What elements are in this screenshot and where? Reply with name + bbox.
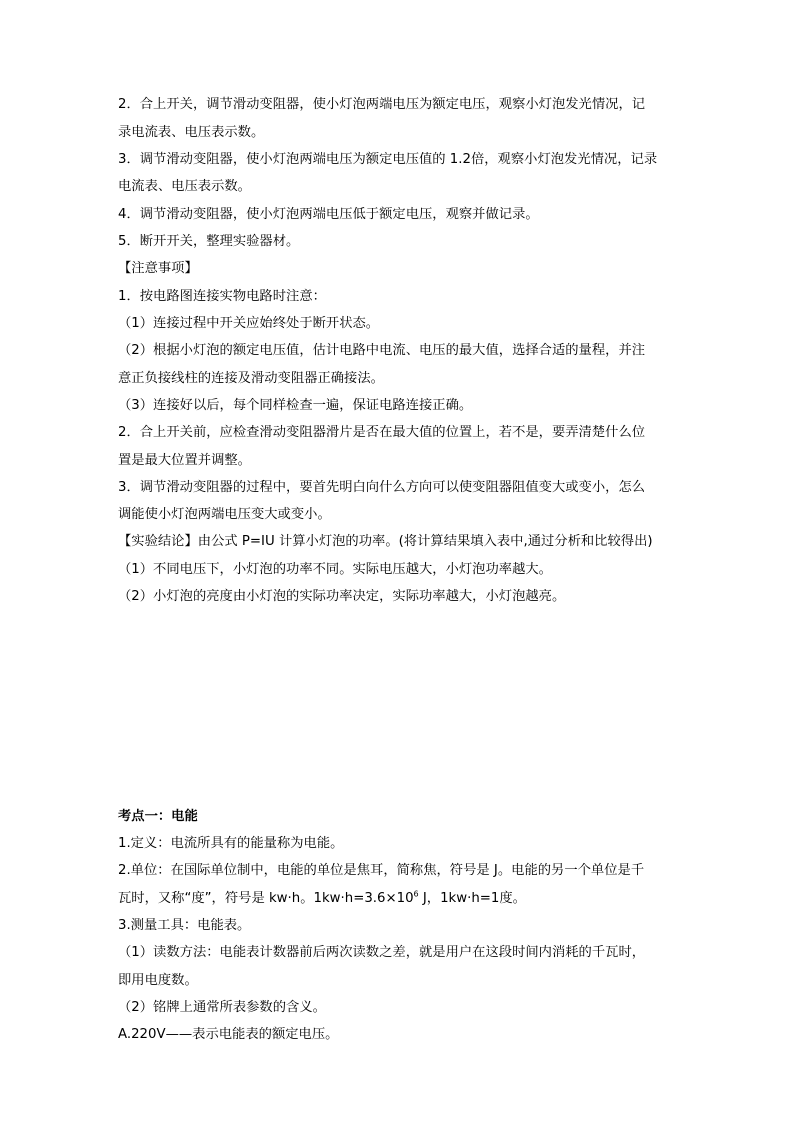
paragraph-line: 2．合上开关前，应检查滑动变阻器滑片是否在最大值的位置上，若不是，要弄清楚什么位 xyxy=(118,425,646,440)
formula-text: 瓦时，又称“度”，符号是 kw·h。1kw·h=3.6×10 xyxy=(118,891,414,906)
paragraph-line: 1．按电路图连接实物电路时注意： xyxy=(118,289,326,304)
paragraph-line: 2．合上开关，调节滑动变阻器，使小灯泡两端电压为额定电压，观察小灯泡发光情况，记 xyxy=(118,97,646,112)
paragraph-line: （2）铭牌上通常所表参数的含义。 xyxy=(118,1000,326,1015)
topic-heading: 考点一：电能 xyxy=(118,809,198,824)
paragraph-line: 即用电度数。 xyxy=(118,973,198,988)
paragraph-line: 调能使小灯泡两端电压变大或变小。 xyxy=(118,507,331,522)
paragraph-line: A.220V——表示电能表的额定电压。 xyxy=(118,1027,339,1042)
paragraph-line: 1.定义：电流所具有的能量称为电能。 xyxy=(118,836,344,851)
section-title-conclusion: 【实验结论】由公式 P=IU 计算小灯泡的功率。(将计算结果填入表中,通过分析和比较得出) xyxy=(118,534,653,549)
paragraph-line: 录电流表、电压表示数。 xyxy=(118,125,265,140)
formula-exponent: 6 xyxy=(413,889,419,899)
section-title-notes: 【注意事项】 xyxy=(118,261,198,276)
paragraph-line: （1）读数方法：电能表计数器前后两次读数之差，就是用户在这段时间内消耗的千瓦时， xyxy=(118,945,646,960)
paragraph-line: 4．调节滑动变阻器，使小灯泡两端电压低于额定电压，观察并做记录。 xyxy=(118,207,539,222)
paragraph-line: 意正负接线柱的连接及滑动变阻器正确接法。 xyxy=(118,371,384,386)
paragraph-line: 3．调节滑动变阻器的过程中，要首先明白向什么方向可以使变阻器阻值变大或变小，怎么 xyxy=(118,480,646,495)
paragraph-line: 置是最大位置并调整。 xyxy=(118,453,251,468)
paragraph-line: 5．断开开关，整理实验器材。 xyxy=(118,234,300,249)
paragraph-line: （1）不同电压下，小灯泡的功率不同。实际电压越大，小灯泡功率越大。 xyxy=(118,562,552,577)
paragraph-line: 3.测量工具：电能表。 xyxy=(118,918,251,933)
paragraph-line: （1）连接过程中开关应始终处于断开状态。 xyxy=(118,316,380,331)
paragraph-line: （3）连接好以后，每个同样检查一遍，保证电路连接正确。 xyxy=(118,398,473,413)
formula-text-end: J，1kw·h=1度。 xyxy=(418,891,526,906)
paragraph-line-formula xyxy=(118,890,678,908)
paragraph-line: 3．调节滑动变阻器，使小灯泡两端电压为额定电压值的 1.2倍，观察小灯泡发光情况，记录 xyxy=(118,152,658,167)
paragraph-line: 电流表、电压表示数。 xyxy=(118,179,251,194)
paragraph-line: （2）根据小灯泡的额定电压值，估计电路中电流、电压的最大值，选择合适的量程，并注 xyxy=(118,343,646,358)
paragraph-line: 2.单位：在国际单位制中，电能的单位是焦耳，简称焦，符号是 J。电能的另一个单位是千 xyxy=(118,863,645,878)
paragraph-line: （2）小灯泡的亮度由小灯泡的实际功率决定，实际功率越大，小灯泡越亮。 xyxy=(118,589,566,604)
